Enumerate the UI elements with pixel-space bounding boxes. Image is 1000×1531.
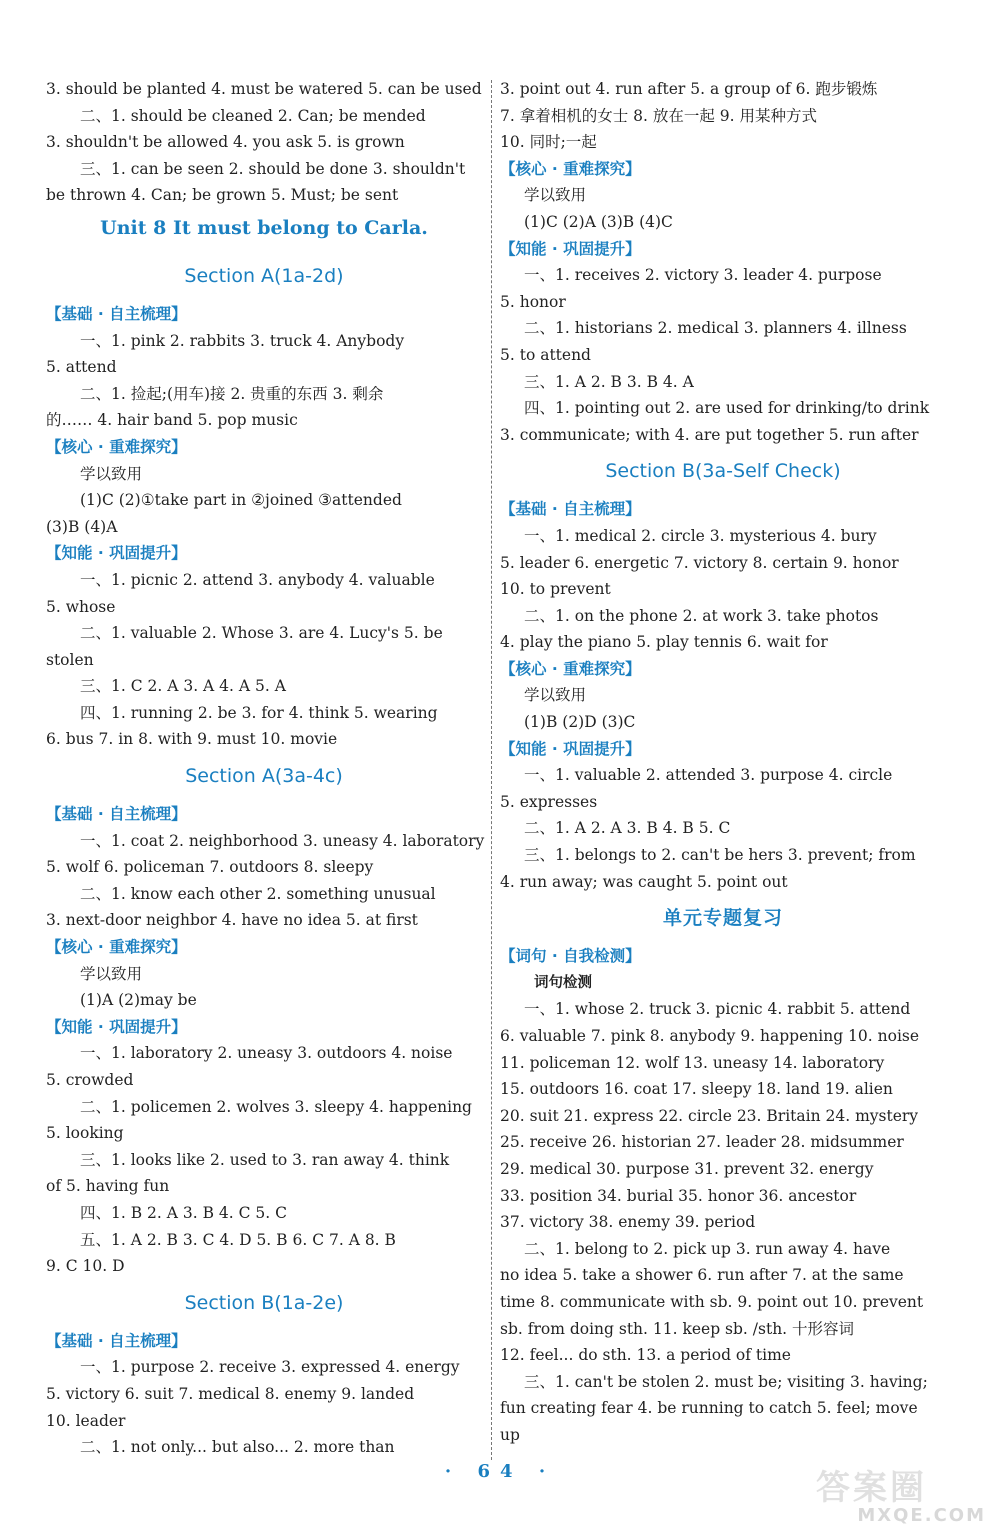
answer-line: 一、1. medical 2. circle 3. mysterious 4. bury [524,526,877,545]
answer-line: 3. shouldn't be allowed 4. you ask 5. is grown [46,133,405,152]
answer-line: 一、1. laboratory 2. uneasy 3. outdoors 4. noise [80,1044,453,1063]
answer-line: 三、1. looks like 2. used to 3. ran away 4. think [80,1150,450,1169]
left-column [46,76,485,1461]
page-number-value: 64 [477,1461,523,1482]
answer-line: 5. honor [500,292,566,311]
answer-line: 5. to attend [500,345,591,364]
answer-line: 5. whose [46,597,116,616]
section-heading: 【知能 · 巩固提升】 [500,239,641,258]
section-title: Section A(3a-4c) [185,765,343,788]
answer-line: 37. victory 38. enemy 39. period [500,1213,756,1232]
answer-line: 四、1. pointing out 2. are used for drinking/to drink [524,399,930,418]
answer-line: 二、1. on the phone 2. at work 3. take photos [524,606,879,625]
answer-line: 一、1. receives 2. victory 3. leader 4. purpose [524,266,882,285]
section-title: Section A(1a-2d) [184,264,344,287]
answer-line: (1)C (2)A (3)B (4)C [524,212,673,231]
answer-line: 20. suit 21. express 22. circle 23. Britain 24. mystery [500,1106,919,1125]
section-heading: 【基础 · 自主梳理】 [46,304,187,323]
answer-line: fun creating fear 4. be running to catch 5. feel; move [500,1399,918,1418]
section-heading: 【知能 · 巩固提升】 [46,544,187,563]
page-number-dot-right: · [538,1461,556,1482]
answer-line: 5. crowded [46,1071,134,1089]
answer-line: 三、1. A 2. B 3. B 4. A [524,372,694,391]
answer-line: 一、1. coat 2. neighborhood 3. uneasy 4. laboratory [80,831,485,850]
answer-line: 一、1. pink 2. rabbits 3. truck 4. Anybody [80,331,405,350]
section-heading: 【基础 · 自主梳理】 [46,1331,187,1350]
answer-line: 学以致用 [524,186,587,205]
answer-line: (1)A (2)may be [80,991,197,1010]
answer-line: 一、1. valuable 2. attended 3. purpose 4. circle [524,766,893,785]
answer-line: 四、1. running 2. be 3. for 4. think 5. wearing [80,703,438,722]
answer-line: 11. policeman 12. wolf 13. uneasy 14. laboratory [500,1053,885,1072]
answer-line: 5. wolf 6. policeman 7. outdoors 8. sleepy [46,858,374,877]
answer-line: 的…… 4. hair band 5. pop music [46,411,298,430]
answer-line: be thrown 4. Can; be grown 5. Must; be sent [46,186,399,205]
answer-line: 学以致用 [80,464,143,483]
answer-line: 二、1. policemen 2. wolves 3. sleepy 4. happening [80,1097,472,1116]
right-column [500,76,946,1449]
section-title: Section B(1a-2e) [184,1291,344,1314]
answer-line: 四、1. B 2. A 3. B 4. C 5. C [80,1203,287,1222]
section-title: Section B(3a-Self Check) [605,460,841,483]
section-heading: 【知能 · 巩固提升】 [46,1017,187,1036]
unit-title: Unit 8 It must belong to Carla. [100,216,428,239]
answer-line: 9. C 10. D [46,1257,125,1276]
section-heading: 【基础 · 自主梳理】 [46,805,187,824]
answer-line: 5. expresses [500,792,598,811]
answer-line: 29. medical 30. purpose 31. prevent 32. energy [500,1159,874,1178]
section-heading: 【核心 · 重难探究】 [500,659,641,678]
answer-line: 三、1. can be seen 2. should be done 3. shouldn't [80,159,466,178]
answer-line: 6. bus 7. in 8. with 9. must 10. movie [46,730,338,749]
section-heading: 【词句 · 自我检测】 [500,947,641,966]
answer-line: 4. play the piano 5. play tennis 6. wait for [500,633,828,652]
answer-line: 3. point out 4. run after 5. a group of 6. 跑步锻炼 [500,80,878,98]
answer-line: 一、1. whose 2. truck 3. picnic 4. rabbit 5. attend [524,1000,911,1019]
answer-line: (1)C (2)①take part in ②joined ③attended [80,491,402,510]
answer-line: 5. attend [46,358,117,377]
answer-line: sb. from doing sth. 11. keep sb. /sth. 十形容词 [500,1319,855,1338]
unit-review-title: 单元专题复习 [662,907,783,930]
answer-line: 五、1. A 2. B 3. C 4. D 5. B 6. C 7. A 8. B [80,1230,396,1249]
answer-line: 二、1. belong to 2. pick up 3. run away 4. have [524,1239,891,1258]
section-heading: 【核心 · 重难探究】 [46,938,187,957]
answer-line: 5. leader 6. energetic 7. victory 8. certain 9. honor [500,553,899,572]
answer-line: no idea 5. take a shower 6. run after 7. at the same [500,1266,904,1285]
column-divider [491,80,492,1460]
answer-line: 学以致用 [524,686,587,705]
answer-line: stolen [46,650,94,669]
answer-line: 3. should be planted 4. must be watered 5. can be used [46,80,482,98]
answer-line: of 5. having fun [46,1177,170,1196]
answer-line: 10. leader [46,1411,126,1430]
answer-line: 一、1. picnic 2. attend 3. anybody 4. valuable [80,570,435,589]
watermark-bottom: MXQE.COM [857,1505,986,1526]
section-heading: 【知能 · 巩固提升】 [500,739,641,758]
section-heading: 【核心 · 重难探究】 [500,159,641,178]
answer-line: 二、1. valuable 2. Whose 3. are 4. Lucy's 5. be [80,624,443,643]
answer-line: 二、1. 捡起;(用车)接 2. 贵重的东西 3. 剩余 [80,384,384,403]
answer-line: 二、1. A 2. A 3. B 4. B 5. C [524,819,731,838]
answer-line: 10. 同时;一起 [500,133,597,152]
answer-line: 三、1. C 2. A 3. A 4. A 5. A [80,677,286,696]
section-heading: 【基础 · 自主梳理】 [500,500,641,519]
answer-line: 6. valuable 7. pink 8. anybody 9. happening 10. noise [500,1027,920,1045]
page-number-dot-left: · [444,1461,462,1482]
answer-line: 5. victory 6. suit 7. medical 8. enemy 9. landed [46,1384,415,1403]
answer-line: 3. next-door neighbor 4. have no idea 5. at first [46,911,418,930]
answer-line: 33. position 34. burial 35. honor 36. ancestor [500,1186,857,1205]
answer-line: (1)B (2)D (3)C [524,713,636,732]
answer-line: time 8. communicate with sb. 9. point out 10. prevent [500,1292,924,1311]
answer-line: 三、1. belongs to 2. can't be hers 3. prevent; from [524,846,916,865]
section-heading: 【核心 · 重难探究】 [46,437,187,456]
answer-line: (3)B (4)A [46,517,118,536]
answer-line: 学以致用 [80,964,143,983]
watermark-logo [816,1470,986,1528]
sub-heading: 词句检测 [534,974,592,991]
watermark-top: 答案圈 [816,1468,927,1508]
answer-line: 15. outdoors 16. coat 17. sleepy 18. land 19. alien [500,1080,893,1099]
answer-line: 4. run away; was caught 5. point out [500,872,788,891]
answer-line: 3. communicate; with 4. are put together 5. run after [500,425,919,444]
answer-line: 7. 拿着相机的女士 8. 放在一起 9. 用某种方式 [500,106,818,125]
answer-line: 二、1. not only... but also... 2. more than [80,1438,395,1457]
answer-line: 25. receive 26. historian 27. leader 28. midsummer [500,1133,904,1152]
answer-line: 二、1. know each other 2. something unusual [80,884,436,903]
answer-line: 12. feel... do sth. 13. a period of time [500,1346,791,1365]
answer-line: 10. to prevent [500,580,611,599]
answer-line: 二、1. should be cleaned 2. Can; be mended [80,106,426,125]
answer-line: 二、1. historians 2. medical 3. planners 4. illness [524,319,907,338]
answer-line: 一、1. purpose 2. receive 3. expressed 4. energy [80,1358,460,1377]
answer-line: up [500,1425,520,1444]
answer-line: 三、1. can't be stolen 2. must be; visiting 3. having; [524,1372,928,1391]
answer-line: 5. looking [46,1124,124,1143]
